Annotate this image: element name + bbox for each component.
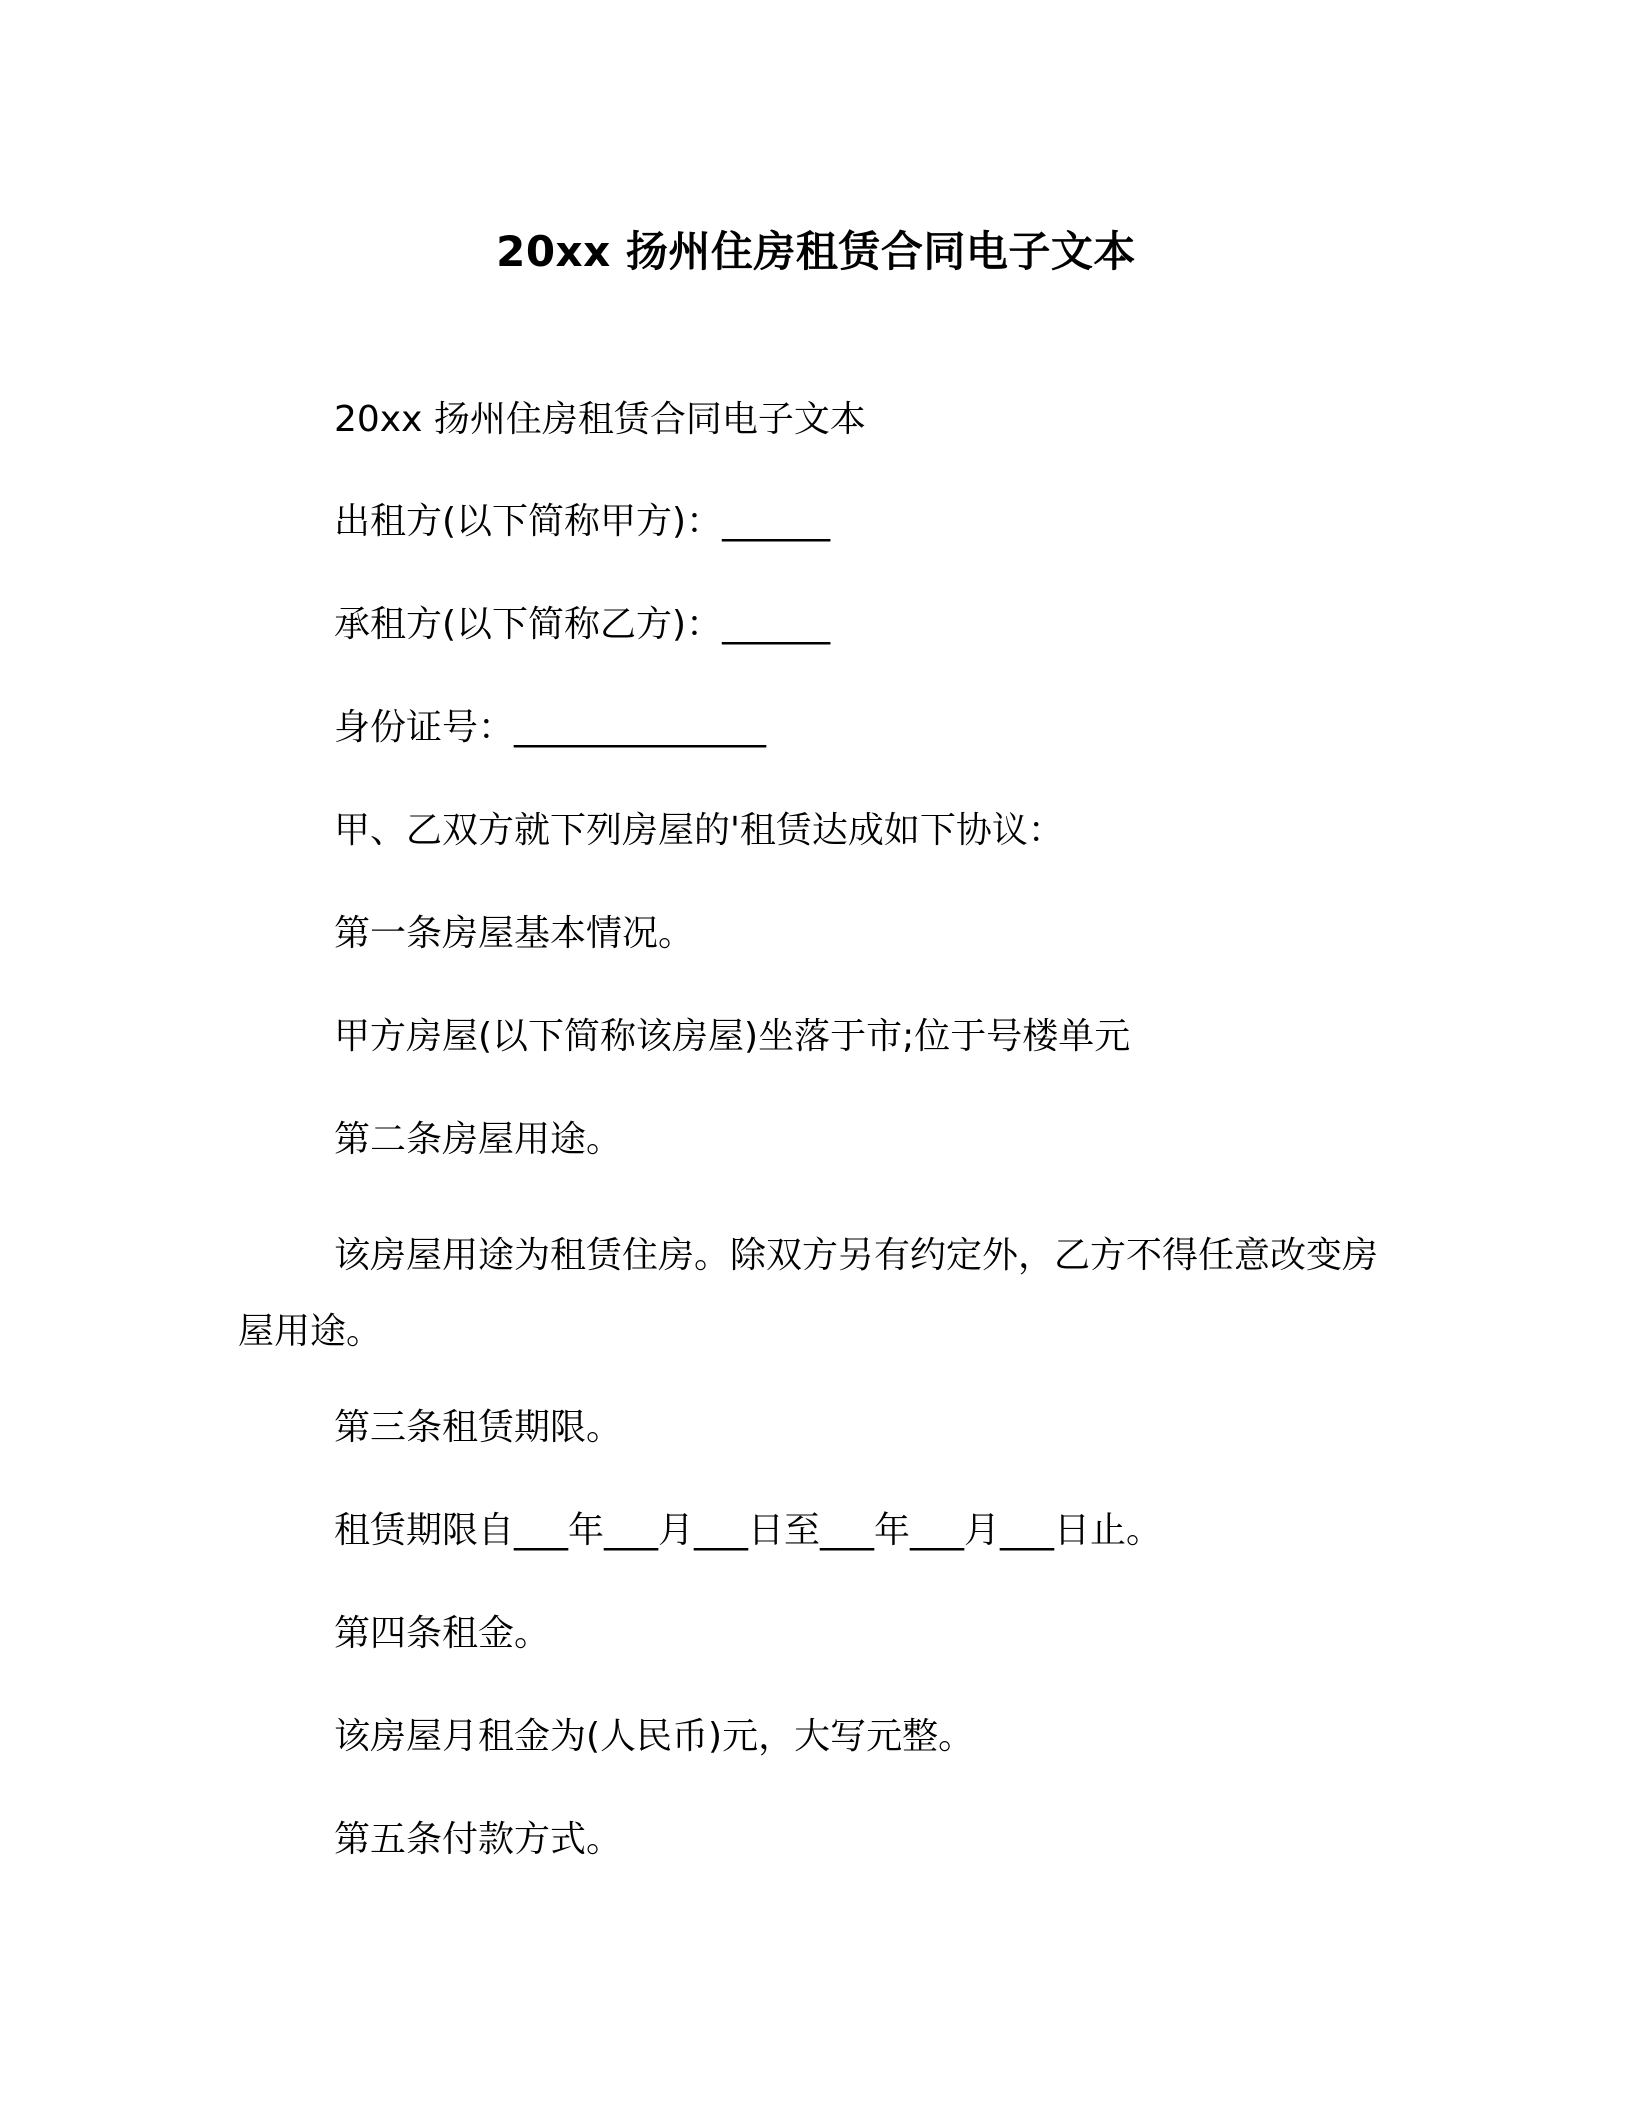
paragraph-id-number: 身份证号：______________ xyxy=(334,707,767,748)
paragraph-article-1-body: 甲方房屋(以下简称该房屋)坐落于市;位于号楼单元 xyxy=(334,1016,1131,1057)
paragraph-article-2-heading: 第二条房屋用途。 xyxy=(334,1119,623,1160)
paragraph-lessor: 出租方(以下简称甲方)：______ xyxy=(334,501,831,542)
paragraph-agreement-intro: 甲、乙双方就下列房屋的'租赁达成如下协议： xyxy=(334,810,1064,851)
paragraph-article-4-body: 该房屋月租金为(人民币)元，大写元整。 xyxy=(334,1716,975,1757)
paragraph-article-3-body: 租赁期限自___年___月___日至___年___月___日止。 xyxy=(334,1510,1163,1551)
paragraph-subtitle: 20xx 扬州住房租赁合同电子文本 xyxy=(334,399,866,440)
paragraph-article-3-heading: 第三条租赁期限。 xyxy=(334,1407,623,1448)
paragraph-lessee: 承租方(以下简称乙方)：______ xyxy=(334,604,831,645)
paragraph-article-2-body: 该房屋用途为租赁住房。除双方另有约定外，乙方不得任意改变房屋用途。 xyxy=(238,1235,1379,1352)
paragraph-article-1-heading: 第一条房屋基本情况。 xyxy=(334,913,695,954)
paragraph-article-4-heading: 第四条租金。 xyxy=(334,1613,551,1654)
paragraph-article-5-heading: 第五条付款方式。 xyxy=(334,1819,623,1860)
document-title: 20xx 扬州住房租赁合同电子文本 xyxy=(496,227,1136,276)
